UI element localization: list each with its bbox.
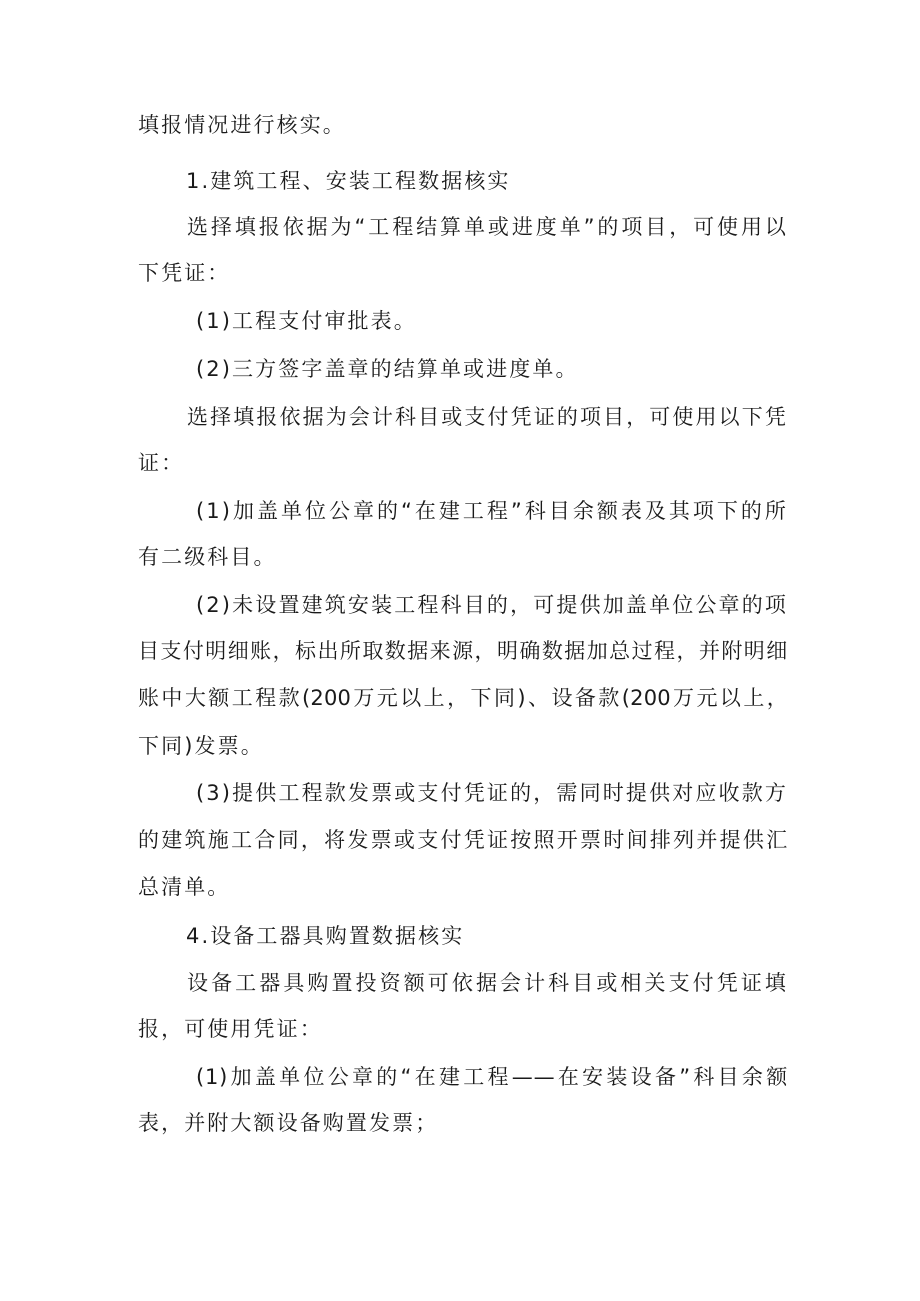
- paragraph-line: 下凭证：: [138, 261, 231, 285]
- paragraph-line: 目支付明细账，标出所取数据来源，明确数据加总过程，并附明细: [138, 639, 788, 663]
- paragraph-line: 填报情况进行核实。: [138, 113, 346, 137]
- list-item: (3)提供工程款发票或支付凭证的，需同时提供对应收款方: [196, 781, 788, 805]
- list-item: (2)三方签字盖章的结算单或进度单。: [196, 357, 579, 381]
- paragraph-line: 选择填报依据为会计科目或支付凭证的项目，可使用以下凭: [187, 405, 788, 429]
- list-item: (1)工程支付审批表。: [196, 309, 417, 333]
- paragraph-line: 账中大额工程款(200万元以上，下同)、设备款(200万元以上，: [138, 686, 788, 710]
- paragraph-line: 总清单。: [138, 875, 231, 899]
- paragraph-line: 报，可使用凭证：: [138, 1017, 323, 1041]
- list-item: (1)加盖单位公章的“在建工程——在安装设备”科目余额: [196, 1065, 788, 1089]
- paragraph-line: 的建筑施工合同，将发票或支付凭证按照开票时间排列并提供汇: [138, 828, 788, 852]
- section-heading: 4.设备工器具购置数据核实: [186, 924, 465, 948]
- paragraph-line: 表，并附大额设备购置发票；: [138, 1111, 439, 1135]
- list-item: (2)未设置建筑安装工程科目的，可提供加盖单位公章的项: [196, 593, 788, 617]
- section-heading: 1.建筑工程、安装工程数据核实: [186, 169, 511, 193]
- paragraph-line: 选择填报依据为“工程结算单或进度单”的项目，可使用以: [187, 215, 788, 239]
- list-item: (1)加盖单位公章的“在建工程”科目余额表及其项下的所: [196, 499, 788, 523]
- paragraph-line: 下同)发票。: [138, 734, 264, 758]
- paragraph-line: 证：: [138, 451, 185, 475]
- paragraph-line: 有二级科目。: [138, 545, 277, 569]
- paragraph-line: 设备工器具购置投资额可依据会计科目或相关支付凭证填: [187, 971, 788, 995]
